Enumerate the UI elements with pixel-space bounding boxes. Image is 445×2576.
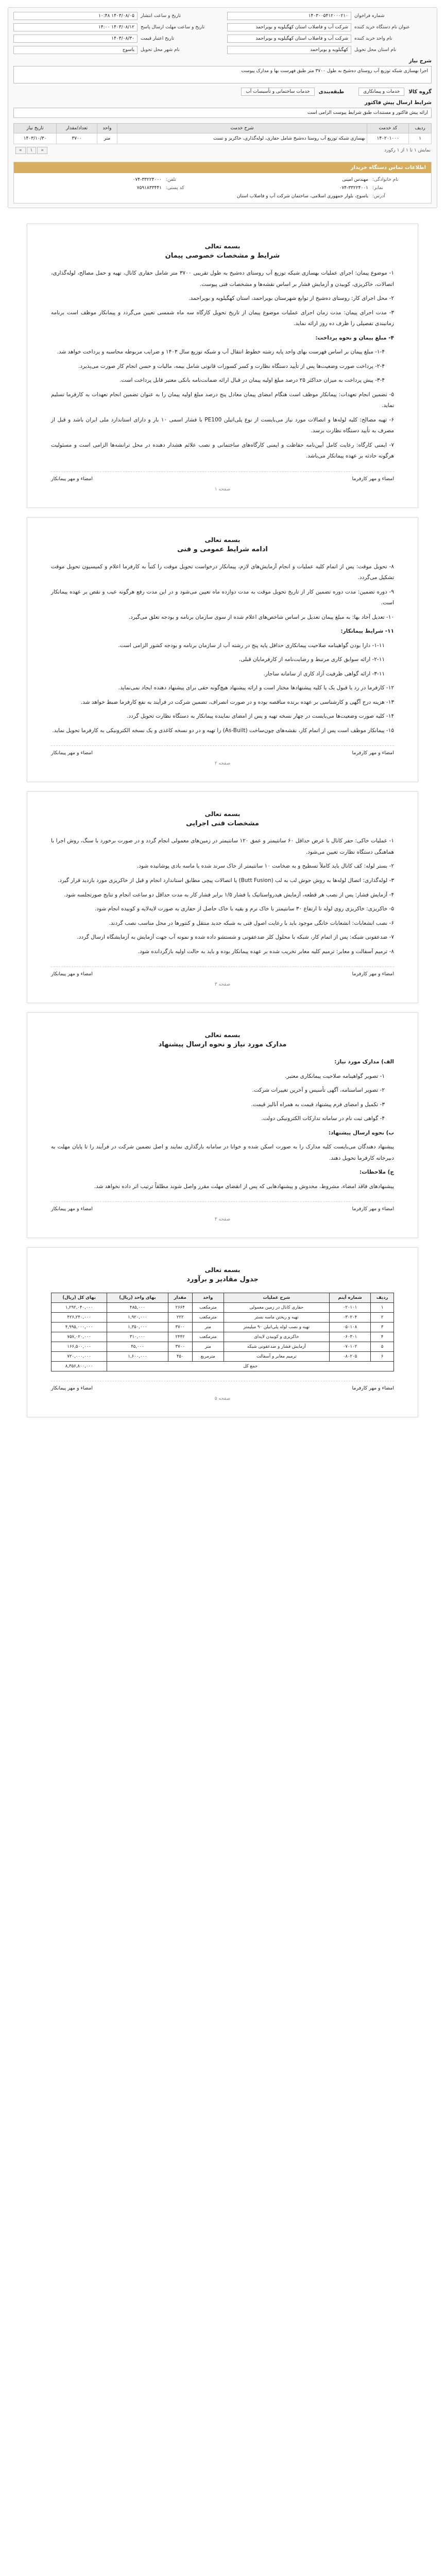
signature-employer: امضاء و مهر کارفرما (352, 750, 394, 756)
header-field-label: نام شهر محل تحویل (141, 47, 180, 53)
header-field-value: شرکت آب و فاضلاب استان کهگیلویه و بویراحمد (227, 23, 351, 31)
doc-heading: بسمه تعالی (204, 1266, 241, 1274)
items-column-header: کد خدمت (367, 124, 409, 133)
doc-paragraph: ۱- موضوع پیمان: اجرای عملیات بهسازی شبکه توزیع آب روستای ده‌شیخ به طول تقریبی ۳۷۰۰ متر شامل حفاری کانال، تهیه و حمل مصالح، لوله‌گذاری، اتصالات، خاکریزی، کوبیدن و آزمایش فشار بر اساس نقشه‌ها و مشخصات فنی پیوست. (51, 270, 395, 287)
buyer-field-label: نام خانوادگی: (372, 177, 399, 182)
page-number: صفحه ۳ (214, 982, 231, 988)
buyer-title: اطلاعات تماس دستگاه خریدار (14, 162, 431, 173)
quantities-column-header: مقدار (168, 1293, 192, 1303)
group-value: خدمات و پیمانکاری (358, 88, 404, 96)
table-cell: متر (192, 1342, 224, 1352)
buyer-field-value: ۷۵۹۱۸۳۳۴۴۱ (136, 185, 162, 191)
buyer-field (228, 177, 424, 182)
table-cell: مترمکعب (192, 1313, 224, 1323)
header-field-value: ۱۴۰۳/۰۸/۳۰ (13, 35, 138, 43)
buyer-field-value: ۰۷۴-۳۳۲۲۴۰۰۰ (132, 177, 162, 182)
header-field-value: شرکت آب و فاضلاب استان کهگیلویه و بویراحمد (227, 35, 351, 43)
table-cell: ۳ (371, 1323, 394, 1332)
doc-paragraph: ۱۰- تعدیل آحاد بها: به مبلغ پیمان تعدیل بر اساس شاخص‌های اعلام شده از سوی سازمان برنامه و بودجه تعلق می‌گیرد. (128, 614, 394, 620)
doc-paragraph: ۴- آزمایش فشار: پس از نصب هر قطعه، آزمایش هیدرواستاتیک با فشار ۱/۵ برابر فشار کار به مدت حداقل دو ساعت انجام و نتایج صورتجلسه شود. (64, 891, 394, 898)
table-cell: ۰۳۰۲۰۴ (329, 1313, 371, 1323)
doc-paragraph: ۳-۴- پیش پرداخت به میزان حداکثر ۲۵ درصد مبلغ اولیه پیمان در قبال ارائه ضمانت‌نامه بانکی معتبر قابل پرداخت است. (119, 377, 385, 384)
doc-paragraph: ۲- بستر لوله: کف کانال باید کاملاً تسطیح و به ضخامت ۱۰ سانتیمتر از خاک سرند شده یا ماسه بادی پوشانیده شود. (136, 863, 394, 870)
doc-paragraph: ۳- مدت اجرای پیمان: مدت زمان اجرای عملیات موضوع پیمان از تاریخ تحویل کارگاه سه ماه شمسی تعیین می‌گردد و پیمانکار موظف است برنامه زمانبندی تفصیلی را ظرف ده روز ارائه نماید. (51, 309, 394, 327)
pager-text: نمایش ۱ تا ۱ از ۱ رکورد (384, 148, 431, 153)
total-value: ۸,۳۵۶,۸۰۰,۰۰۰ (52, 1362, 107, 1371)
header-field (227, 23, 432, 31)
table-cell: متر (97, 133, 117, 144)
header-field (13, 46, 218, 54)
header-field-label: تاریخ اعتبار قیمت (141, 36, 175, 41)
doc5-content (27, 1248, 418, 1417)
doc-paragraph: ۷- ضدعفونی شبکه: پس از اتمام کار، شبکه با محلول کلر ضدعفونی و شستشو داده شده و نمونه آب جهت آزمایش به آزمایشگاه ارسال گردد. (77, 934, 394, 941)
doc-paragraph: ۱۲- کارفرما در رد یا قبول یک یا کلیه پیشنهادها مختار است و ارائه پیشنهاد هیچ‌گونه حقی برای پیشنهاد دهنده ایجاد نمی‌نماید. (118, 685, 394, 691)
table-cell: مترمکعب (192, 1303, 224, 1313)
table-cell: ۱,۳۵۰,۰۰۰ (107, 1323, 168, 1332)
doc-paragraph: ۱- عملیات خاکی: حفر کانال با عرض حداقل ۶۰ سانتیمتر و عمق ۱۲۰ سانتیمتر در زمین‌های معمولی انجام گردد و در صورت برخورد با سنگ، روش اجرا با هماهنگی دستگاه نظارت تعیین می‌شود. (51, 838, 394, 855)
header-field-label: شماره فراخوان (354, 13, 385, 19)
doc-paragraph: ۱۱- شرایط پیمانکار: (340, 628, 394, 635)
header-field-value: یاسوج (13, 46, 138, 54)
table-cell: ۱۶۶,۵۰۰,۰۰۰ (52, 1342, 107, 1352)
doc-paragraph: ۱-۱۱- دارا بودن گواهینامه صلاحیت پیمانکاری حداقل پایه پنج در رشته آب از سازمان برنامه و بودجه کشور الزامی است. (118, 642, 385, 649)
table-cell: مترمربع (192, 1352, 224, 1362)
items-column-header: شرح خدمت (117, 124, 367, 133)
doc-paragraph: ۷- ایمنی کارگاه: رعایت کامل آیین‌نامه حفاظت و ایمنی کارگاه‌های ساختمانی و نصب علائم هشدار دهنده در محل ترانشه‌ها الزامی است و مسئولیت هرگونه حادثه بر عهده پیمانکار می‌باشد. (51, 442, 394, 460)
table-cell: ۴۵,۰۰۰ (107, 1342, 168, 1352)
doc4-content (27, 1013, 418, 1238)
doc-paragraph: ۵- خاکریزی: خاکریزی روی لوله تا ارتفاع ۳۰ سانتیمتر با خاک نرم و بقیه با خاک حاصل از حفاری به صورت لایه‌لایه و کوبیده انجام شود. (94, 906, 394, 912)
quantities-column-header: شماره آیتم (329, 1293, 371, 1303)
doc-subtitle: مشخصات فنی اجرایی (186, 820, 259, 828)
signature-employer: امضاء و مهر کارفرما (352, 971, 394, 977)
buyer-field (21, 177, 217, 182)
pager-button[interactable]: » (15, 147, 26, 154)
table-row (14, 133, 432, 144)
signature-row (51, 1201, 394, 1212)
table-cell: ۳۷۰۰ (168, 1342, 192, 1352)
doc-paragraph: ۱۴- کلیه صورت وضعیت‌ها می‌بایست در چهار نسخه تهیه و پس از امضای نماینده پیمانکار به دستگاه نظارت تحویل گردد. (127, 713, 394, 720)
table-cell: ۱۴۰۲۰۱۰۰۰ (367, 133, 409, 144)
header-field-value: ۱۴۰۳/۰۸/۱۲ ۱۴:۰۰ (13, 23, 138, 31)
signature-employer: امضاء و مهر کارفرما (352, 1206, 394, 1212)
group-row (13, 88, 432, 96)
attachment-page-2 (27, 517, 418, 783)
buyer-field-value: یاسوج، بلوار جمهوری اسلامی، ساختمان شرکت آب و فاضلاب استان (236, 194, 368, 199)
signature-row (51, 745, 394, 756)
table-cell: ۴,۹۹۵,۰۰۰,۰۰۰ (52, 1323, 107, 1332)
doc-paragraph: ۳- لوله‌گذاری: اتصال لوله‌ها به روش جوش لب به لب (Butt Fusion) یا اتصالات پیچی مطابق استاندارد انجام و قبل از خاکریزی مورد بازدید قرار گیرد. (57, 877, 394, 884)
header-field (13, 23, 218, 31)
group-label: گروه کالا (408, 89, 432, 95)
buyer-field-label: آدرس: (372, 194, 385, 199)
total-label: جمع کل (107, 1362, 394, 1371)
page-number: صفحه ۲ (214, 761, 231, 767)
table-cell: ۳۷۰۰ (168, 1323, 192, 1332)
table-cell: آزمایش فشار و ضدعفونی شبکه (224, 1342, 329, 1352)
table-cell: ۶ (371, 1352, 394, 1362)
doc2-content (27, 518, 418, 782)
doc-paragraph: ۶- تهیه مصالح: کلیه لوله‌ها و اتصالات مورد نیاز می‌بایست از نوع پلی‌اتیلن PE100 با فشار اسمی ۱۰ بار و دارای استاندارد ملی ایران باشد و قبل از مصرف به تأیید دستگاه نظارت برسد. (51, 416, 394, 434)
buyer-field-label: تلفن: (166, 177, 176, 182)
category-label: طبقه‌بندی (318, 89, 345, 95)
table-row (52, 1323, 394, 1332)
signature-contractor: امضاء و مهر پیمانکار (51, 1206, 93, 1212)
doc-paragraph: ۹- دوره تضمین: مدت دوره تضمین کار از تاریخ تحویل موقت به مدت دوازده ماه تعیین می‌شود و در این مدت رفع هرگونه عیب و نقص بر عهده پیمانکار است. (51, 588, 394, 606)
header-field (227, 35, 432, 43)
items-section (13, 123, 432, 157)
doc-paragraph: ۶- نصب انشعابات: انشعابات خانگی موجود باید با رعایت اصول فنی به شبکه جدید منتقل و کنتورها در محل مناسب نصب گردند. (109, 920, 394, 926)
table-cell: بهسازی شبکه توزیع آب روستا ده‌شیخ شامل حفاری، لوله‌گذاری، خاکریز و تست (117, 133, 367, 144)
table-cell: ۴۸۵,۰۰۰ (107, 1303, 168, 1313)
doc-subtitle: ادامه شرایط عمومی و فنی (177, 545, 268, 553)
doc-paragraph: ۱۵- پیمانکار موظف است پس از اتمام کار، نقشه‌های چون‌ساخت (As-Built) را تهیه و در دو نسخه کاغذی و یک نسخه الکترونیکی به کارفرما تحویل نماید. (52, 727, 394, 734)
table-cell: حفاری کانال در زمین معمولی (224, 1303, 329, 1313)
header-field-label: تاریخ و ساعت مهلت ارسال پاسخ (141, 25, 205, 30)
table-cell: ترمیم معابر و آسفالت (224, 1352, 329, 1362)
table-cell: ۲ (371, 1313, 394, 1323)
need-description: اجرا بهسازی شبکه توزیع آب روستای ده‌شیخ به طول ۳۷۰۰ متر طبق فهرست بها و مدارک پیوست (13, 66, 432, 83)
table-cell: تهیه و ریختن ماسه بستر (224, 1313, 329, 1323)
doc-paragraph: ۸- تحویل موقت: پس از اتمام کلیه عملیات و انجام آزمایش‌های لازم، پیمانکار درخواست تحویل موقت را کتباً به کارفرما اعلام و کمیسیون تحویل موقت تشکیل می‌گردد. (51, 563, 394, 581)
doc-paragraph: ۲- محل اجرای کار: روستای ده‌شیخ از توابع شهرستان بویراحمد، استان کهگیلویه و بویراحمد. (189, 295, 394, 302)
header-field-label: نام واحد خرید کننده (354, 36, 392, 41)
header-field-label: عنوان نام دستگاه خرید کننده (354, 25, 410, 30)
table-cell: ۱,۶۰۰,۰۰۰ (107, 1352, 168, 1362)
doc-paragraph: ۳-۱۱- ارائه گواهی ظرفیت آزاد کاری از سامانه ساجار. (263, 670, 385, 677)
signature-row (51, 967, 394, 977)
buyer-field-label: نمابر: (372, 185, 383, 191)
quantities-column-header: بهای کل (ریال) (52, 1293, 107, 1303)
buyer-field (21, 194, 424, 199)
table-cell: ۷۵۷,۰۲۰,۰۰۰ (52, 1332, 107, 1342)
signature-contractor: امضاء و مهر پیمانکار (51, 1385, 93, 1392)
pager-button[interactable]: « (37, 147, 47, 154)
doc-heading: بسمه تعالی (204, 536, 241, 544)
signature-row (51, 471, 394, 482)
table-cell: ۱ (409, 133, 432, 144)
signature-contractor: امضاء و مهر پیمانکار (51, 476, 93, 482)
doc-paragraph: پیشنهاد دهندگان می‌بایست کلیه مدارک را به صورت اسکن شده و خوانا در سامانه بارگذاری نمایند و اصل تضمین شرکت در فرآیند را تا پایان مهلت به دبیرخانه کارفرما تحویل دهند. (51, 1144, 394, 1161)
page-number: صفحه ۵ (214, 1396, 231, 1402)
table-cell: ۰۷۰۱۰۲ (329, 1342, 371, 1352)
doc-paragraph: ۲-۱۱- ارائه سوابق کاری مرتبط و رضایت‌نامه از کارفرمایان قبلی. (238, 656, 385, 663)
header-field (13, 12, 218, 20)
buyer-field (21, 185, 217, 191)
doc-paragraph: پیشنهادهای فاقد امضاء، مشروط، مخدوش و پیشنهادهایی که پس از انقضای مهلت مقرر واصل شوند مطلقاً ترتیب اثر داده نخواهد شد. (94, 1183, 394, 1190)
table-cell: ۱,۹۲۰,۰۰۰ (107, 1313, 168, 1323)
doc-paragraph: ۲- تصویر اساسنامه، آگهی تأسیس و آخرین تغییرات شرکت. (252, 1087, 385, 1094)
header-field-value: کهگیلویه و بویراحمد (227, 46, 351, 54)
page (0, 7, 445, 1417)
need-label: شرح نیاز (408, 58, 432, 64)
total-row (52, 1362, 394, 1371)
doc-paragraph: ۴- مبلغ پیمان و نحوه پرداخت: (315, 334, 394, 341)
table-cell: ۲۲۲ (168, 1313, 192, 1323)
doc-subtitle: جدول مقادیر و برآورد (186, 1276, 259, 1284)
table-row (52, 1342, 394, 1352)
header-field (13, 35, 218, 43)
quantities-table-wrap (51, 1293, 394, 1371)
proforma-value: ارائه پیش فاکتور و مستندات طبق شرایط پیوست الزامی است (13, 108, 432, 118)
items-column-header: ردیف (409, 124, 432, 133)
table-cell: ۰۶۰۳۰۱ (329, 1332, 371, 1342)
doc-paragraph: ۳- تکمیل و امضای فرم پیشنهاد قیمت به همراه آنالیز قیمت. (251, 1101, 385, 1108)
quantities-table (51, 1293, 394, 1371)
proforma-label: شرایط ارسال پیش فاکتور (364, 100, 432, 106)
table-cell: متر (192, 1323, 224, 1332)
table-row (52, 1332, 394, 1342)
attachment-page-1 (27, 224, 418, 508)
header-fields (13, 12, 432, 54)
table-cell: ۰۲۰۱۰۱ (329, 1303, 371, 1313)
buyer-contact (13, 162, 432, 204)
doc-paragraph: ب) نحوه ارسال پیشنهاد: (328, 1129, 394, 1136)
table-cell: ۴۲۶,۲۴۰,۰۰۰ (52, 1313, 107, 1323)
table-cell: ۲۴۴۲ (168, 1332, 192, 1342)
table-cell: ۳۱۰,۰۰۰ (107, 1332, 168, 1342)
header-field-value: ۱۴۰۳۰۰۵۴۱۲۰۰۰۲۱۰ (227, 12, 351, 20)
signature-contractor: امضاء و مهر پیمانکار (51, 750, 93, 756)
doc1-content (27, 224, 418, 507)
items-pager (13, 144, 432, 157)
quantities-column-header: ردیف (371, 1293, 394, 1303)
doc-paragraph: ۸- ترمیم آسفالت و معابر: ترمیم کلیه معابر تخریب شده بر عهده پیمانکار بوده و باید به حالت اولیه بازگردانده شود. (138, 948, 394, 955)
items-column-header: واحد (97, 124, 117, 133)
doc-paragraph: الف) مدارک مورد نیاز: (334, 1059, 394, 1065)
doc-paragraph: ۲-۴- پرداخت صورت وضعیت‌ها پس از تأیید دستگاه نظارت و کسر کسورات قانونی شامل بیمه، مالیات و حسن انجام کار صورت می‌پذیرد. (78, 363, 385, 369)
doc-heading: بسمه تعالی (204, 243, 241, 250)
page-number: صفحه ۱ (214, 486, 231, 492)
doc-paragraph: ۱۳- هزینه درج آگهی و کارشناسی بر عهده برنده مناقصه بوده و در صورت انصراف، تضمین شرکت در فرآیند به نفع کارفرما ضبط خواهد شد. (80, 699, 394, 705)
table-row (52, 1303, 394, 1313)
attachment-page-4 (27, 1012, 418, 1238)
table-cell: تهیه و نصب لوله پلی‌اتیلن ۹۰ میلیمتر (224, 1323, 329, 1332)
table-cell: ۱ (371, 1303, 394, 1313)
table-cell: ۱۴۰۳/۱۰/۳۰ (14, 133, 57, 144)
header-field-value: ۱۴۰۳/۰۸/۰۵ ۱۰:۴۸ (13, 12, 138, 20)
table-row (52, 1352, 394, 1362)
header-field (227, 12, 432, 20)
table-cell: مترمکعب (192, 1332, 224, 1342)
doc-paragraph: ۱-۴- مبلغ پیمان بر اساس فهرست بهای واحد پایه رشته خطوط انتقال آب و شبکه توزیع سال ۱۴۰۳ و ضرایب مربوطه محاسبه و پرداخت خواهد شد. (57, 349, 385, 355)
header-field-label: نام استان محل تحویل (354, 47, 397, 53)
doc3-content (27, 792, 418, 1003)
page-number: صفحه ۴ (214, 1217, 231, 1223)
table-cell: ۷۲۰,۰۰۰,۰۰۰ (52, 1352, 107, 1362)
table-cell: ۰۸۰۲۰۵ (329, 1352, 371, 1362)
doc-heading: بسمه تعالی (204, 1031, 241, 1039)
table-cell: ۵ (371, 1342, 394, 1352)
attachment-page-5 (27, 1247, 418, 1417)
items-column-header: تاریخ نیاز (14, 124, 57, 133)
table-cell: ۱,۲۹۲,۰۴۰,۰۰۰ (52, 1303, 107, 1313)
doc-subtitle: شرایط و مشخصات خصوصی پیمان (165, 252, 280, 260)
doc-paragraph: ۴- گواهی ثبت نام در سامانه تدارکات الکترونیکی دولت. (261, 1115, 385, 1122)
pager-buttons (14, 147, 47, 154)
signature-employer: امضاء و مهر کارفرما (352, 1385, 394, 1392)
table-cell: ۰۵۰۱۰۸ (329, 1323, 371, 1332)
signature-row (51, 1381, 394, 1391)
buyer-field-value: ۰۷۴-۳۳۲۲۴۰۰۱ (339, 185, 368, 191)
doc-paragraph: ۵- تضمین انجام تعهدات: پیمانکار موظف است هنگام امضای پیمان معادل پنج درصد مبلغ اولیه پیمان را به عنوان تضمین انجام تعهدات به کارفرما تسلیم نماید. (51, 391, 394, 409)
quantities-column-header: بهای واحد (ریال) (107, 1293, 168, 1303)
pager-button[interactable]: ۱ (27, 147, 37, 154)
header-field (227, 46, 432, 54)
quantities-header-row (52, 1293, 394, 1303)
table-cell: ۲۶۶۴ (168, 1303, 192, 1313)
quantities-column-header: واحد (192, 1293, 224, 1303)
buyer-fields (14, 173, 431, 203)
attachment-page-3 (27, 791, 418, 1003)
doc-subtitle: مدارک مورد نیاز و نحوه ارسال پیشنهاد (158, 1041, 287, 1049)
doc-heading: بسمه تعالی (204, 810, 241, 818)
tender-header (8, 7, 437, 208)
table-cell: خاکریزی و کوبیدن لایه‌ای (224, 1332, 329, 1342)
items-header-row (14, 124, 432, 133)
table-cell: ۴ (371, 1332, 394, 1342)
header-field-label: تاریخ و ساعت انتشار (141, 13, 181, 19)
table-cell: ۳۷۰۰ (57, 133, 97, 144)
doc-paragraph: ۱- تصویر گواهینامه صلاحیت پیمانکاری معتبر. (285, 1073, 385, 1079)
table-row (52, 1313, 394, 1323)
signature-employer: امضاء و مهر کارفرما (352, 476, 394, 482)
items-body (14, 133, 432, 144)
category-value: خدمات ساختمانی و تأسیسات آب (241, 88, 314, 96)
quantities-column-header: شرح عملیات (224, 1293, 329, 1303)
table-cell: ۴۵۰ (168, 1352, 192, 1362)
items-table (13, 123, 432, 144)
buyer-field (228, 185, 424, 191)
buyer-field-value: مهندس امینی (342, 177, 368, 182)
buyer-field-label: کد پستی: (166, 185, 184, 191)
doc-paragraph: ج) ملاحظات: (360, 1169, 394, 1176)
signature-contractor: امضاء و مهر پیمانکار (51, 971, 93, 977)
items-column-header: تعداد/مقدار (57, 124, 97, 133)
